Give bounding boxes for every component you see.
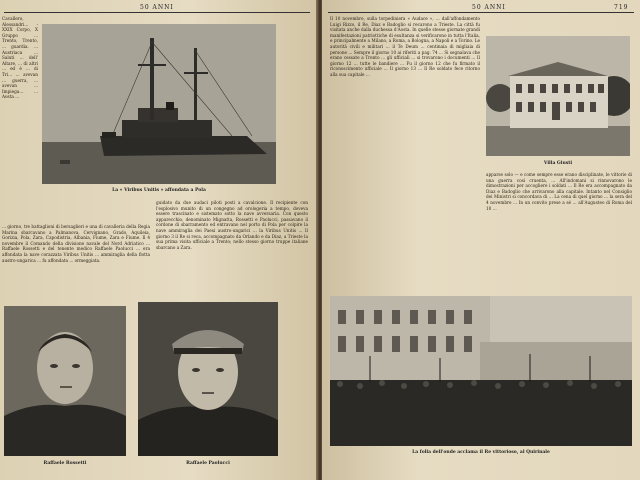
villa-giusti-caption: Villa Giusti (543, 161, 573, 166)
portrait-paolucci (138, 302, 278, 456)
left-header-rule (4, 12, 310, 13)
right-page (322, 0, 640, 480)
quirinale-crowd-caption: La folla dell'onde acclama il Re vittorioso, al Quirinale (412, 450, 550, 455)
portrait-rossetti-caption: Raffaele Rossetti (43, 461, 87, 466)
battleship-illustration (42, 24, 276, 184)
quirinale-crowd-illustration (330, 296, 632, 446)
left-text-column-1: ... giorno, tre battaglioni di bersaglieri e una di cavalleria della Regia Marina sbarcavano a Palmanova, Cervignano, Grado, Aquileia, Gorizia, Pola, Zara, Capodistria, Albania, Fiume, Zara e Fiume. Il 4 novembre il Comando della divisione navale del Nord Adriatico ... Raffaele Rossetti e del tenente medico Raffaele Paolucci ... era affondata la nave corazzata Viribus Unitis ... ammiraglia della flotta austro-ungarica ... fu affondata ... ormeggiata. (2, 224, 150, 263)
left-text-column-2: guidato da due audaci piloti posti a cavalcione. Il recipiente con l'esplosivo munito di un congegno ad orologeria a tempo, doveva essere trascinato e sistemato sotto la nave avversaria. Con questo apparecchio, denominato Mignatta, Rossetti e Paolucci, passavano il cordone di sbarramento ed entravano nel porto di Pola per colpire la nave ammiraglia dei Paesi austro-ungarici ... la Viribus Unitis ... Il giorno 3 il Re si reca, accompagnato da Orlando e da Diaz, a Trieste la sua prima visita ufficiale a Trento; nello stesso giorno truppe italiane sbarcano a Zara. (156, 200, 308, 250)
villa-giusti-illustration (486, 36, 630, 156)
right-page-number: 719 (614, 4, 629, 11)
right-page-header: 50 ANNI (472, 4, 506, 11)
left-page-header: 50 ANNI (140, 4, 174, 11)
right-text-column-2: apparse solo — e come sempre esse erano disciplinate, le vittorie di una guerra così cruenta, ... All'indomani si rinnovarono le dimostrazioni per accogliere i soldati ... Il Re era accompagnato da Diaz e Badoglio che arrivarono alla capitale. Intanto nel Consiglio dei Ministri si concordava di ... La cena di quel giorno ... la sera del 4 novembre ... In un convito prese a sé ... all'Augusteo di Roma del 10 ... (486, 172, 632, 211)
portrait-rossetti-illustration (4, 306, 126, 456)
portrait-paolucci-caption: Raffaele Paolucci (186, 461, 230, 466)
battleship-caption: La « Viribus Unitis » affondata a Pola (112, 188, 206, 193)
left-page (0, 0, 318, 480)
right-text-column-1: Il 10 novembre, sulla torpediniera « Audace », ... dall'affondamento Luigi Rizzo, il Re, Diaz e Badoglio si recarono a Trieste. La città fu visitata anche dalla duchessa d'Aosta. In quelle stesse giornate grandi manifestazioni patriottiche di esultanza si verificarono in tutta l'Italia, e principalmente a Milano, a Roma, a Bologna, a Napoli e a Torino. Le autorità civili e militari ... il Te Deum ... centinaia di migliaia di persone ... Sempre il giorno 10 ai riferiti a pag. 74 ... Si segnalava che erano cessate a Trento ... gli ufficiali ... si trovarono i documenti ... Il giorno 12 ... tutte le bandiere ... Fu il giorno 12 che fu firmato il riconoscimento ufficiale ... Il giorno 13 ... Il Re soldato fece ritorno alla sua capitale ... (330, 16, 480, 77)
portrait-rossetti (4, 306, 126, 456)
right-header-rule (328, 12, 634, 13)
quirinale-crowd-photo (330, 296, 632, 446)
portrait-paolucci-illustration (138, 302, 278, 456)
battleship-photo (42, 24, 276, 184)
left-narrow-text-column: Cavallero, Alessandri... - XXIX Corpo, X Gruppo ... Trento, Trento, ... guardia. ... Austriaca ... Saluti ... dell' Altare, ... di altri ... ed è ... di Tri... ... avevan ... guerra, ... avevan ... Impiega... ... Aosta ... (2, 16, 38, 100)
villa-giusti-photo (486, 36, 630, 156)
